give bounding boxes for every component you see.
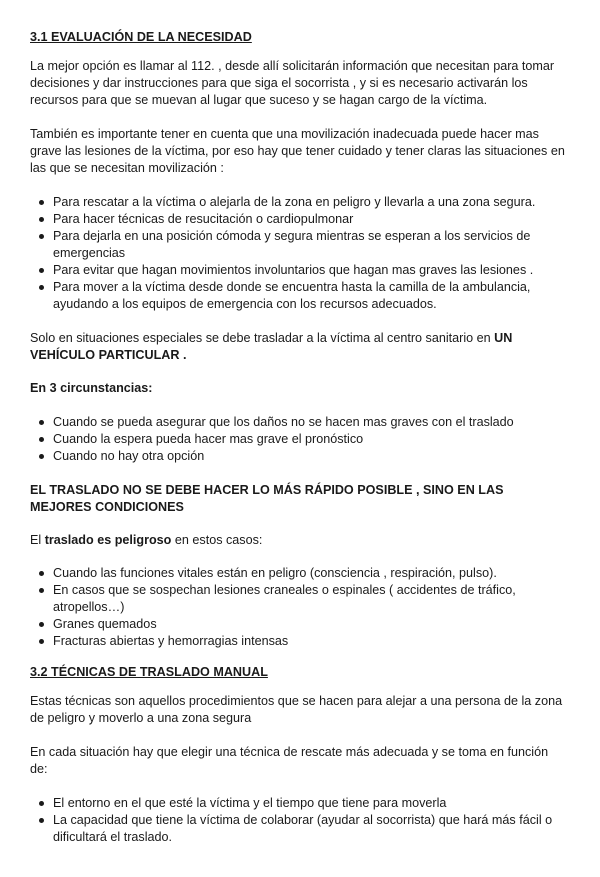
list-item: Para mover a la víctima desde donde se encuentra hasta la camilla de la ambulancia, ayudando a los equipos de emergencia con los recursos adecuados.: [53, 279, 568, 313]
private-vehicle-paragraph: [30, 330, 568, 364]
selection-paragraph: En cada situación hay que elegir una técnica de rescate más adecuada y se toma en función de:: [30, 745, 549, 776]
private-vehicle-emphasis: UN VEHÍCULO PARTICULAR .: [30, 331, 513, 362]
list-item: Cuando las funciones vitales están en peligro (consciencia , respiración, pulso).: [53, 565, 568, 582]
list-item: Para dejarla en una posición cómoda y segura mientras se esperan a los servicios de emergencias: [53, 228, 568, 262]
private-vehicle-text: Solo en situaciones especiales se debe trasladar a la víctima al centro sanitario en: [30, 331, 495, 345]
transfer-warning: EL TRASLADO NO SE DEBE HACER LO MÁS RÁPIDO POSIBLE , SINO EN LAS MEJORES CONDICIONES: [30, 483, 504, 514]
list-item: Fracturas abiertas y hemorragias intensas: [53, 633, 568, 650]
section-2-title: 3.2 TÉCNICAS DE TRASLADO MANUAL: [30, 665, 268, 679]
list-item: Para evitar que hagan movimientos involuntarios que hagan mas graves las lesiones .: [53, 262, 568, 279]
document-page: [0, 29, 600, 877]
mobilization-reasons-list: [30, 194, 568, 313]
danger-post: en estos casos:: [171, 533, 263, 547]
list-item: El entorno en el que esté la víctima y el tiempo que tiene para moverla: [53, 795, 568, 812]
techniques-paragraph: Estas técnicas son aquellos procedimientos que se hacen para alejar a una persona de la zona de peligro y moverlo a una zona segura: [30, 694, 563, 725]
section-1-title: 3.1 EVALUACIÓN DE LA NECESIDAD: [30, 30, 252, 44]
danger-cases-list: [30, 565, 568, 650]
selection-factors-list: [30, 795, 568, 846]
mobilization-paragraph: También es importante tener en cuenta que una movilización inadecuada puede hacer mas grave las lesiones de la víctima, por eso hay que tener cuidado y tener claras las situaciones en las que se necesitan movilización :: [30, 127, 565, 175]
list-item: La capacidad que tiene la víctima de colaborar (ayudar al socorrista) que hará más fácil o dificultará el traslado.: [53, 812, 568, 846]
danger-emphasis: traslado es peligroso: [44, 533, 172, 547]
dangerous-transfer-paragraph: [30, 532, 568, 549]
list-item: Para rescatar a la víctima o alejarla de la zona en peligro y llevarla a una zona segura.: [53, 194, 568, 211]
list-item: Cuando no hay otra opción: [53, 448, 568, 465]
intro-paragraph: La mejor opción es llamar al 112. , desde allí solicitarán información que necesitan para tomar decisiones y dar instrucciones para que siga el socorrista , y si es necesario activarán los recursos para que se muevan al lugar que suceso y se hagan cargo de la víctima.: [30, 59, 555, 107]
list-item: Granes quemados: [53, 616, 568, 633]
circumstances-list: [30, 414, 568, 465]
list-item: Para hacer técnicas de resucitación o cardiopulmonar: [53, 211, 568, 228]
circumstances-heading: En 3 circunstancias:: [30, 381, 153, 395]
list-item: Cuando se pueda asegurar que los daños no se hacen mas graves con el traslado: [53, 414, 568, 431]
danger-pre: El: [30, 533, 45, 547]
list-item: Cuando la espera pueda hacer mas grave el pronóstico: [53, 431, 568, 448]
list-item: En casos que se sospechan lesiones craneales o espinales ( accidentes de tráfico, atropellos…): [53, 582, 568, 616]
